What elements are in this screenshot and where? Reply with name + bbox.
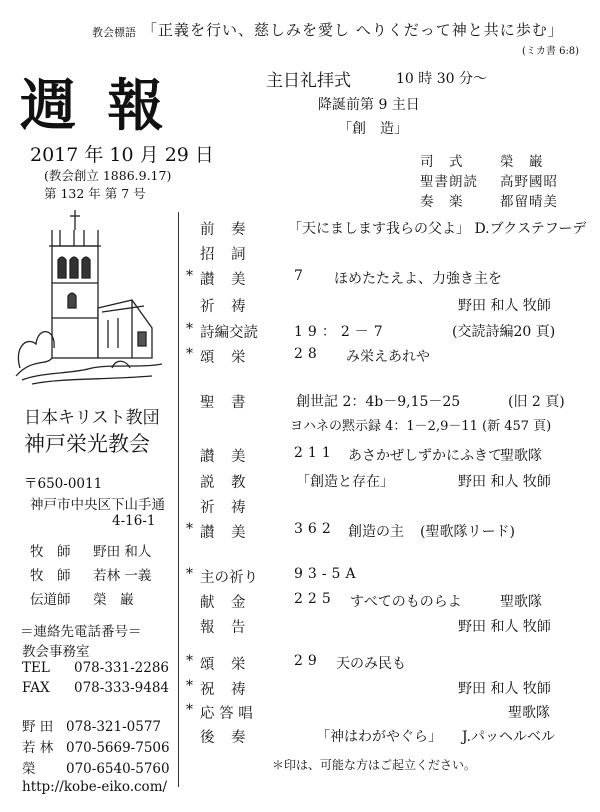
stand-mark: * <box>186 702 193 718</box>
service-role-row <box>420 170 558 190</box>
tel-label: TEL <box>22 660 50 676</box>
role-person: 榮 巌 <box>500 154 544 170</box>
role-person: 都留晴美 <box>500 194 558 210</box>
order-label: 讃 美 <box>200 449 247 465</box>
order-label: 招 詞 <box>200 247 247 263</box>
issue-number: 第 132 年 第 7 号 <box>44 186 146 201</box>
hymn-title: 創造の主 <box>348 524 404 540</box>
stand-mark: * <box>186 653 193 669</box>
staff-name: 野田 和人 <box>93 544 152 560</box>
order-person: 野田 和人 牧師 <box>458 619 551 635</box>
hymn-title: み栄えあれや <box>346 349 430 365</box>
psalm-reference: 19：2－7 <box>294 324 388 340</box>
motto-citation: (ミカ書 6:8) <box>522 46 580 57</box>
phone-name: 若 林 <box>22 740 54 756</box>
phone-number: 078-321-0577 <box>66 719 162 735</box>
role-title: 聖書朗読 <box>420 174 478 190</box>
bulletin-date: 2017 年 10 月 29 日 <box>30 144 214 166</box>
hymn-note: (聖歌隊リード) <box>420 524 515 540</box>
phone-name: 榮 <box>22 761 36 777</box>
postlude-title: 「神はわがやぐら」 <box>316 729 442 745</box>
service-title: 主日礼拝式 <box>266 71 351 91</box>
hymn-number: 29 <box>294 653 322 669</box>
hymn-number: 7 <box>294 268 308 284</box>
staff-role: 牧 師 <box>30 544 71 560</box>
order-label: 応 答 唱 <box>200 706 253 722</box>
staff-role: 伝道師 <box>30 592 71 608</box>
fax-number: 078-333-9484 <box>74 680 170 696</box>
order-label: 頌 栄 <box>200 657 247 673</box>
hymn-title: 天のみ民も <box>336 656 406 672</box>
staff-row <box>30 588 134 608</box>
denomination: 日本キリスト教団 <box>24 408 160 428</box>
church-tower-illustration <box>12 208 172 388</box>
order-label: 献 金 <box>200 595 247 611</box>
order-label: 祈 祷 <box>200 299 247 315</box>
stand-mark: * <box>186 268 193 284</box>
service-theme: 「創 造」 <box>338 121 408 137</box>
scripture-page-1: (旧 2 頁) <box>508 394 565 410</box>
performer: 聖歌隊 <box>508 705 550 721</box>
hymn-title: あさかぜしずかにふきて <box>348 448 502 464</box>
order-person: 野田 和人 牧師 <box>458 298 551 314</box>
order-person: 野田 和人 牧師 <box>458 681 551 697</box>
office-label: 教会事務室 <box>22 644 90 660</box>
hymn-title: すべてのものらよ <box>350 594 462 610</box>
sermon-title: 「創造と存在」 <box>296 474 394 490</box>
order-label: 報 告 <box>200 620 247 636</box>
bulletin-title: 週 報 <box>20 73 170 139</box>
role-title: 司 式 <box>420 154 464 170</box>
tel-number: 078-331-2286 <box>74 660 170 676</box>
staff-row <box>30 540 151 560</box>
order-label: 讃 美 <box>200 525 247 541</box>
motto-text: 「正義を行い、慈しみを愛し へりくだって神と共に歩む」 <box>142 21 564 39</box>
stand-mark: * <box>186 346 193 362</box>
staff-role: 牧 師 <box>30 568 71 584</box>
order-label: 前 奏 <box>200 222 247 238</box>
address-line-1: 神戸市中央区下山手通 <box>30 497 165 513</box>
order-label: 説 教 <box>200 475 247 491</box>
order-label: 聖 書 <box>200 395 247 411</box>
address-line-2: 4-16-1 <box>112 513 156 529</box>
contact-header: ＝連絡先電話番号＝ <box>20 624 142 640</box>
postal-code: 〒650-0011 <box>24 476 103 492</box>
order-label: 頌 栄 <box>200 350 247 366</box>
church-founded: (教会創立 1886.9.17) <box>44 168 172 183</box>
stand-mark: * <box>186 321 193 337</box>
hymn-number: 225 <box>294 591 336 607</box>
column-divider <box>178 212 179 787</box>
motto-label: 教会標語 <box>92 26 136 39</box>
service-role-row <box>420 150 544 170</box>
stand-mark: * <box>186 566 193 582</box>
staff-row <box>30 564 151 584</box>
scripture-reading-2: ヨハネの黙示録 4：1－2,9－11 (新 457 頁) <box>290 419 552 434</box>
phone-name: 野 田 <box>22 719 54 735</box>
staff-name: 若林 一義 <box>93 568 152 584</box>
hymn-number: 28 <box>294 346 322 362</box>
phone-row <box>22 715 161 735</box>
liturgical-week: 降誕前第 9 主日 <box>318 97 420 113</box>
phone-number: 070-6540-5760 <box>66 761 170 777</box>
tel-row <box>22 660 169 676</box>
fax-label: FAX <box>22 680 50 696</box>
role-person: 高野國昭 <box>500 174 558 190</box>
staff-name: 榮 巌 <box>93 592 134 608</box>
phone-row <box>22 757 170 777</box>
performer: 聖歌隊 <box>500 448 542 464</box>
order-label: 詩編交読 <box>200 325 258 341</box>
order-label: 祝 祷 <box>200 682 247 698</box>
footnote: ＊印は、可能な方はご起立ください。 <box>272 758 477 772</box>
church-url: http://kobe-eiko.com/ <box>22 779 168 795</box>
service-time: 10 時 30 分～ <box>396 71 487 87</box>
order-label: 主の祈り <box>200 570 258 586</box>
order-label: 祈 祷 <box>200 500 247 516</box>
performer: 聖歌隊 <box>500 594 542 610</box>
service-role-row <box>420 190 558 210</box>
order-label: 讃 美 <box>200 272 247 288</box>
phone-number: 070-5669-7506 <box>66 740 170 756</box>
lords-prayer-number: 93-5A <box>294 566 361 582</box>
order-person: 野田 和人 牧師 <box>458 474 551 490</box>
stand-mark: * <box>186 521 193 537</box>
scripture-reading-1: 創世記 2：4b－9,15－25 <box>296 394 461 410</box>
order-detail: 「天にまします我らの父よ」 D.ブクステフーデ <box>288 221 587 237</box>
hymn-number: 211 <box>294 445 336 461</box>
fax-row <box>22 680 169 696</box>
stand-mark: * <box>186 678 193 694</box>
hymn-title: ほめたたえよ、力強き主を <box>334 271 502 287</box>
order-label: 後 奏 <box>200 730 247 746</box>
postlude-composer: J.パッヘルベル <box>462 729 555 745</box>
hymn-number: 362 <box>294 521 336 537</box>
church-name: 神戸栄光教会 <box>24 432 150 456</box>
role-title: 奏 楽 <box>420 194 464 210</box>
phone-row <box>22 736 170 756</box>
psalm-page: (交読詩編20 頁) <box>452 324 556 340</box>
